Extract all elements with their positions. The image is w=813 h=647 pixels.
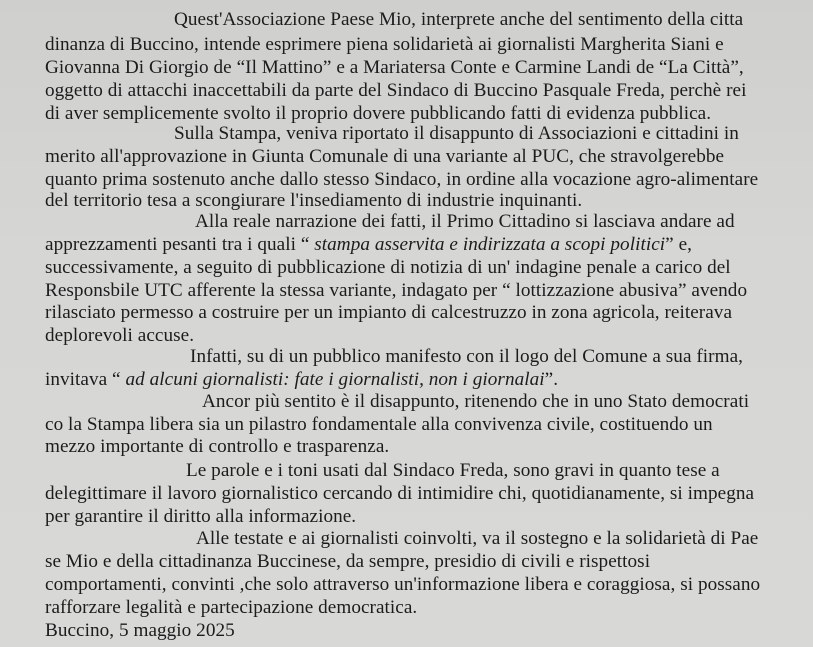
paragraph-5-line-2: co la Stampa libera sia un pilastro fondamentale alla convivenza civile, costituendo un bbox=[45, 414, 713, 435]
paragraph-3-line-5: rilasciato permesso a costruire per un impianto di calcestruzzo in zona agricola, reiterava bbox=[45, 302, 733, 323]
paragraph-4-line-2 bbox=[45, 369, 558, 391]
paragraph-6-line-3: per garantire il diritto alla informazione. bbox=[45, 506, 357, 527]
paragraph-2-line-1: Sulla Stampa, veniva riportato il disappunto di Associazioni e cittadini in bbox=[174, 123, 739, 144]
quote-close-text: ” e, bbox=[665, 234, 692, 255]
paragraph-1-line-2: dinanza di Buccino, intende esprimere piena solidarietà ai giornalisti Margherita Siani e bbox=[45, 34, 724, 55]
paragraph-3-line-6: deplorevoli accuse. bbox=[45, 325, 195, 346]
place-and-date: Buccino, 5 maggio 2025 bbox=[45, 620, 235, 641]
paragraph-1-line-5: di aver semplicemente svolto il proprio dovere pubblicando fatti di evidenza pubblica. bbox=[45, 103, 712, 124]
paragraph-7-line-1: Alle testate e ai giornalisti coinvolti, va il sostegno e la solidarietà di Pae bbox=[196, 528, 759, 549]
paragraph-1-line-3: Giovanna Di Giorgio de “Il Mattino” e a Mariatersa Conte e Carmine Landi de “La Città”, bbox=[45, 57, 744, 78]
paragraph-6-line-2: delegittimare il lavoro giornalistico cercando di intimidire chi, quotidianamente, si impegna bbox=[45, 483, 755, 504]
paragraph-2-line-4: del territorio tesa a scongiurare l'insediamento di industrie inquinanti. bbox=[45, 190, 583, 211]
paragraph-1-line-4: oggetto di attacchi inaccettabili da parte del Sindaco di Buccino Pasquale Freda, perchè rei bbox=[45, 80, 747, 101]
quote-close-text-2: ”. bbox=[544, 369, 559, 390]
paragraph-7-line-4: rafforzare legalità e partecipazione democratica. bbox=[45, 597, 418, 618]
paragraph-4-line-1: Infatti, su di un pubblico manifesto con il logo del Comune a sua firma, bbox=[190, 346, 744, 367]
paragraph-2-line-3: quanto prima sostenuto anche dallo stesso Sindaco, in ordine alla vocazione agro-alimentare bbox=[45, 169, 759, 190]
quote-open-text-2: invitava “ bbox=[45, 369, 126, 390]
paragraph-1-line-1: Quest'Associazione Paese Mio, interprete anche del sentimento della citta bbox=[174, 9, 744, 30]
paragraph-5-line-3: mezzo importante di controllo e trasparenza. bbox=[45, 436, 390, 457]
paragraph-6-line-1: Le parole e i toni usati dal Sindaco Freda, sono gravi in quanto tese a bbox=[186, 460, 720, 481]
paragraph-5-line-1: Ancor più sentito è il disappunto, ritenendo che in uno Stato democrati bbox=[202, 391, 750, 412]
quoted-phrase-giornalai: ad alcuni giornalisti: fate i giornalisti, non i giornalai bbox=[125, 369, 545, 390]
paragraph-3-line-1: Alla reale narrazione dei fatti, il Primo Cittadino si lasciava andare ad bbox=[195, 211, 735, 232]
paragraph-3-line-3: successivamente, a seguito di pubblicazione di notizia di un' indagine penale a carico del bbox=[45, 257, 731, 278]
paragraph-3-line-2 bbox=[45, 234, 692, 256]
quote-open-text: apprezzamenti pesanti tra i quali “ bbox=[45, 234, 315, 255]
quoted-phrase-stampa-asservita: stampa asservita e indirizzata a scopi politici bbox=[314, 234, 666, 255]
paragraph-3-line-4: Responsbile UTC afferente la stessa variante, indagato per “ lottizzazione abusiva” avendo bbox=[45, 280, 748, 301]
paragraph-7-line-2: se Mio e della cittadinanza Buccinese, da sempre, presidio di civili e rispettosi bbox=[45, 551, 651, 572]
paragraph-2-line-2: merito all'approvazione in Giunta Comunale di una variante al PUC, che stravolgerebbe bbox=[45, 146, 725, 167]
paragraph-7-line-3: comportamenti, convinti ,che solo attraverso un'informazione libera e coraggiosa, si possano bbox=[45, 574, 761, 595]
